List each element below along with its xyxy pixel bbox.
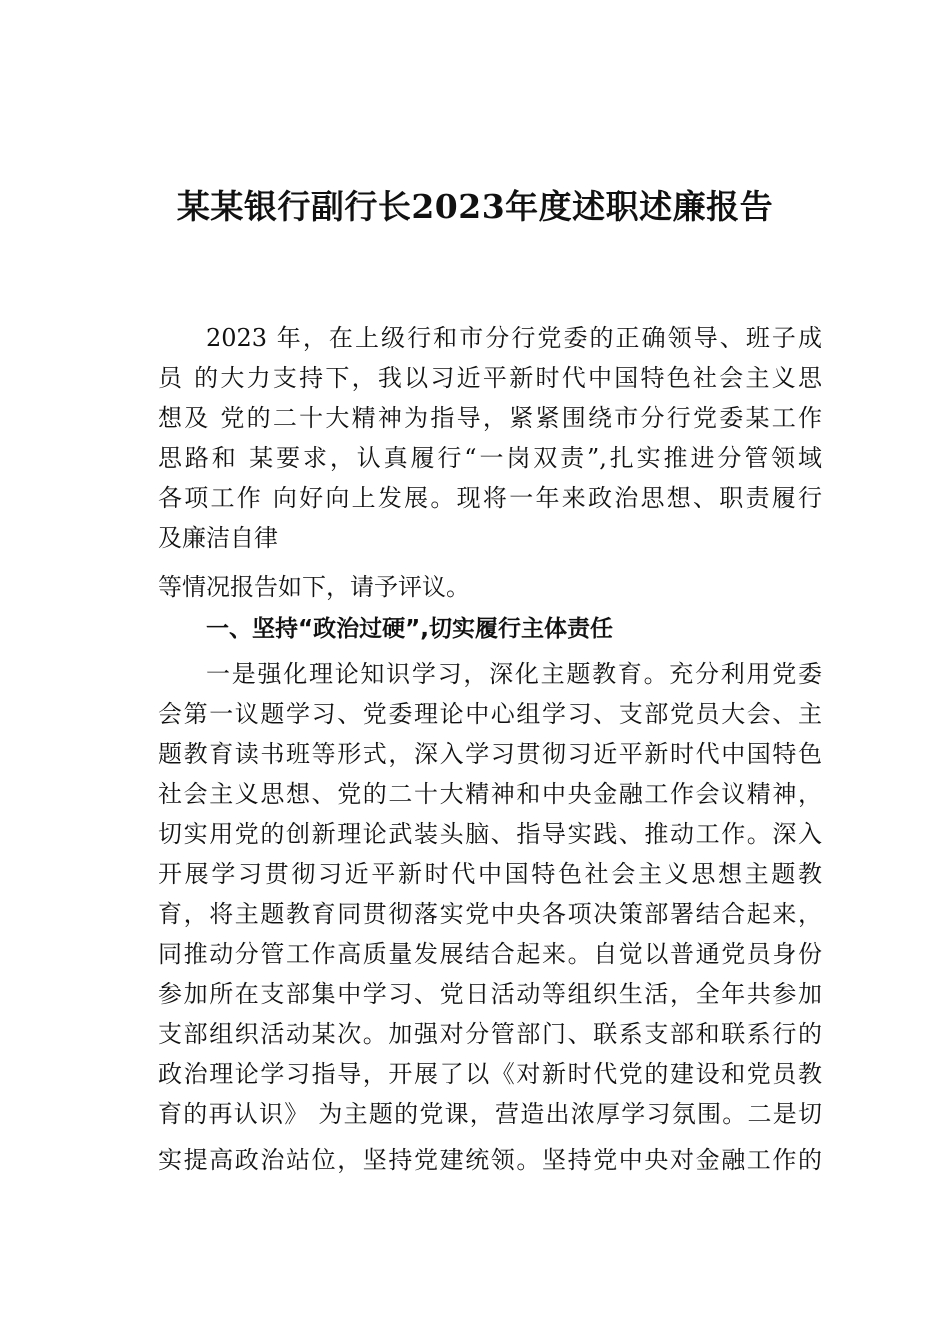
paragraph-line: 员 的大力支持下，我以习近平新时代中国特色社会主义思 — [158, 364, 822, 392]
paragraph-line: 想及 党的二十大精神为指导，紧紧围绕市分行党委某工作 — [158, 404, 822, 432]
paragraph-line: 及廉洁自律 — [158, 524, 278, 552]
paragraph-line: 开展学习贯彻习近平新时代中国特色社会主义思想主题教 — [158, 860, 822, 888]
paragraph-line: 一是强化理论知识学习，深化主题教育。充分利用党委 — [206, 660, 822, 688]
paragraph-line: 政治理论学习指导，开展了以《对新时代党的建设和党员教 — [158, 1060, 822, 1088]
paragraph-line: 参加所在支部集中学习、党日活动等组织生活，全年共参加 — [158, 980, 822, 1008]
paragraph-line: 社会主义思想、党的二十大精神和中央金融工作会议精神， — [158, 780, 822, 808]
paragraph-line: 2023 年，在上级行和市分行党委的正确领导、班子成 — [206, 324, 822, 352]
paragraph-line: 育的再认识》 为主题的党课，营造出浓厚学习氛围。二是切 — [158, 1100, 822, 1128]
section-heading: 一、坚持“政治过硬”,切实履行主体责任 — [206, 616, 613, 642]
paragraph-line: 支部组织活动某次。加强对分管部门、联系支部和联系行的 — [158, 1020, 822, 1048]
paragraph-line: 题教育读书班等形式，深入学习贯彻习近平新时代中国特色 — [158, 740, 822, 768]
paragraph-line: 切实用党的创新理论武装头脑、指导实践、推动工作。深入 — [158, 820, 822, 848]
paragraph-line: 思路和 某要求，认真履行“一岗双责”,扎实推进分管领域 — [158, 444, 822, 472]
paragraph-line: 同推动分管工作高质量发展结合起来。自觉以普通党员身份 — [158, 940, 822, 968]
paragraph-line: 实提高政治站位，坚持党建统领。坚持党中央对金融工作的 — [158, 1146, 822, 1174]
paragraph-line: 等情况报告如下，请予评议。 — [158, 573, 470, 601]
paragraph-line: 会第一议题学习、党委理论中心组学习、支部党员大会、主 — [158, 700, 822, 728]
paragraph-line: 各项工作 向好向上发展。现将一年来政治思想、职责履行 — [158, 484, 822, 512]
document-title: 某某银行副行长2023年度述职述廉报告 — [176, 187, 774, 226]
paragraph-line: 育，将主题教育同贯彻落实党中央各项决策部署结合起来， — [158, 900, 822, 928]
